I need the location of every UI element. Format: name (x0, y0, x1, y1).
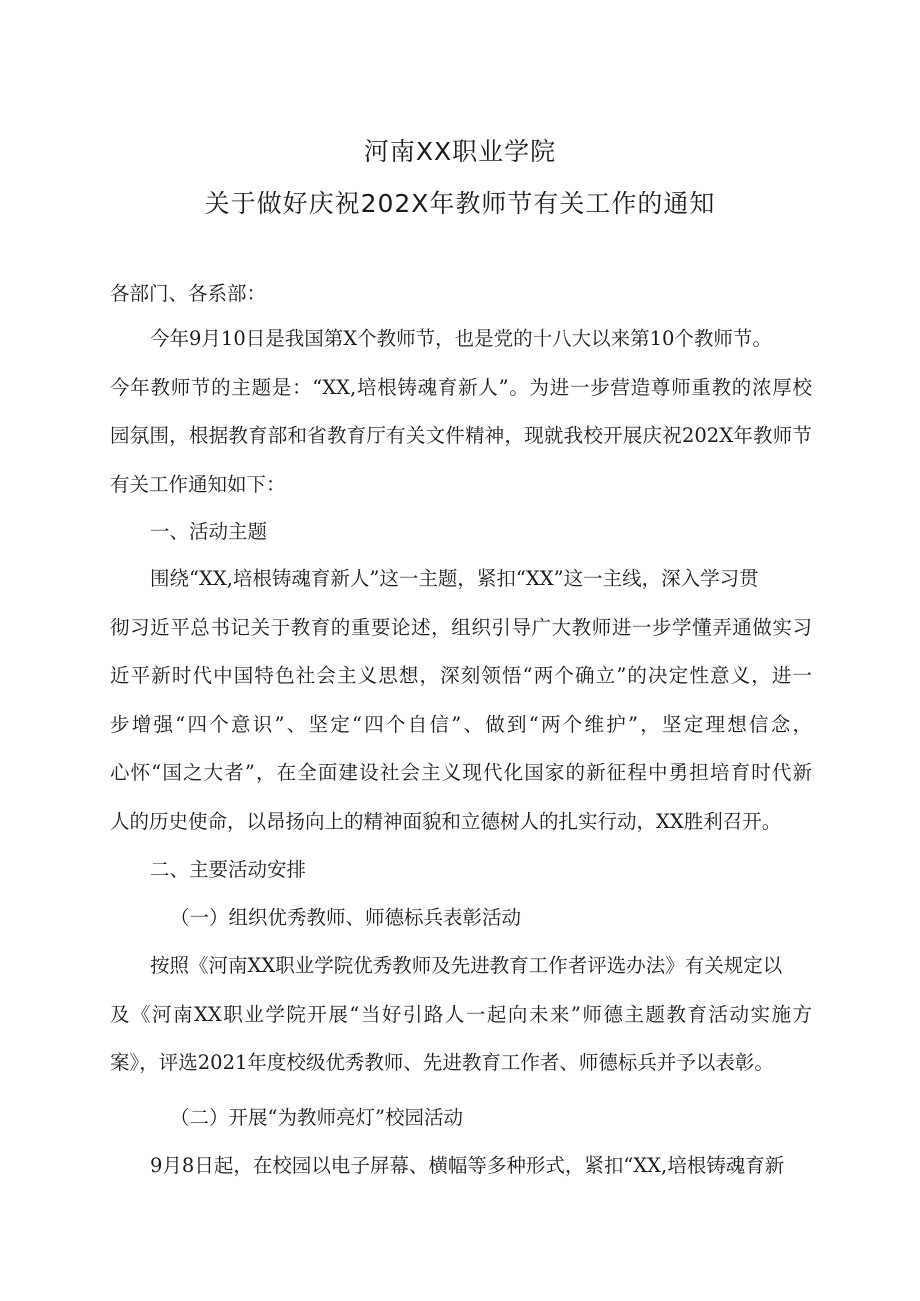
subsection-heading: （二）开展“为教师亮灯”校园活动 (170, 1106, 463, 1129)
body-line: 有关工作通知如下： (110, 473, 286, 496)
body-line: 及《河南XX职业学院开展“当好引路人一起向未来”师德主题教育活动实施方 (110, 1003, 812, 1026)
body-line: 9月8日起，在校园以电子屏幕、横幅等多种形式，紧扣“XX,培根铸魂育新 (150, 1154, 785, 1177)
document-title-line1: 河南XX职业学院 (363, 137, 557, 166)
subsection-heading: （一）组织优秀教师、师德标兵表彰活动 (170, 906, 522, 929)
body-line: 按照《河南XX职业学院优秀教师及先进教育工作者评选办法》有关规定以 (150, 954, 783, 977)
salutation: 各部门、各系部： (110, 282, 267, 305)
body-line: 人的历史使命，以昂扬向上的精神面貌和立德树人的扎实行动，XX胜利召开。 (110, 810, 782, 833)
body-line: 案》，评选2021年度校级优秀教师、先进教育工作者、师德标兵并予以表彰。 (110, 1051, 774, 1074)
body-line: 今年教师节的主题是：“XX,培根铸魂育新人”。为进一步营造尊师重教的浓厚校 (110, 376, 812, 399)
body-line: 步增强“四个意识”、坚定“四个自信”、做到“两个维护”，坚定理想信念， (110, 713, 812, 736)
document-title-line2: 关于做好庆祝202X年教师节有关工作的通知 (204, 189, 716, 218)
body-line: 近平新时代中国特色社会主义思想，深刻领悟“两个确立”的决定性意义，进一 (110, 664, 812, 687)
body-line: 彻习近平总书记关于教育的重要论述，组织引导广大教师进一步学懂弄通做实习 (110, 616, 812, 639)
body-line: 心怀“国之大者”，在全面建设社会主义现代化国家的新征程中勇担培育时代新 (110, 761, 812, 784)
body-line: 园氛围，根据教育部和省教育厅有关文件精神，现就我校开展庆祝202X年教师节 (110, 424, 812, 447)
section-heading: 二、主要活动安排 (150, 858, 307, 881)
body-line: 围绕“XX,培根铸魂育新人”这一主题，紧扣“XX”这一主线，深入学习贯 (150, 567, 759, 590)
body-line: 今年9月10日是我国第X个教师节，也是党的十八大以来第10个教师节。 (150, 327, 772, 350)
section-heading: 一、活动主题 (150, 520, 268, 543)
